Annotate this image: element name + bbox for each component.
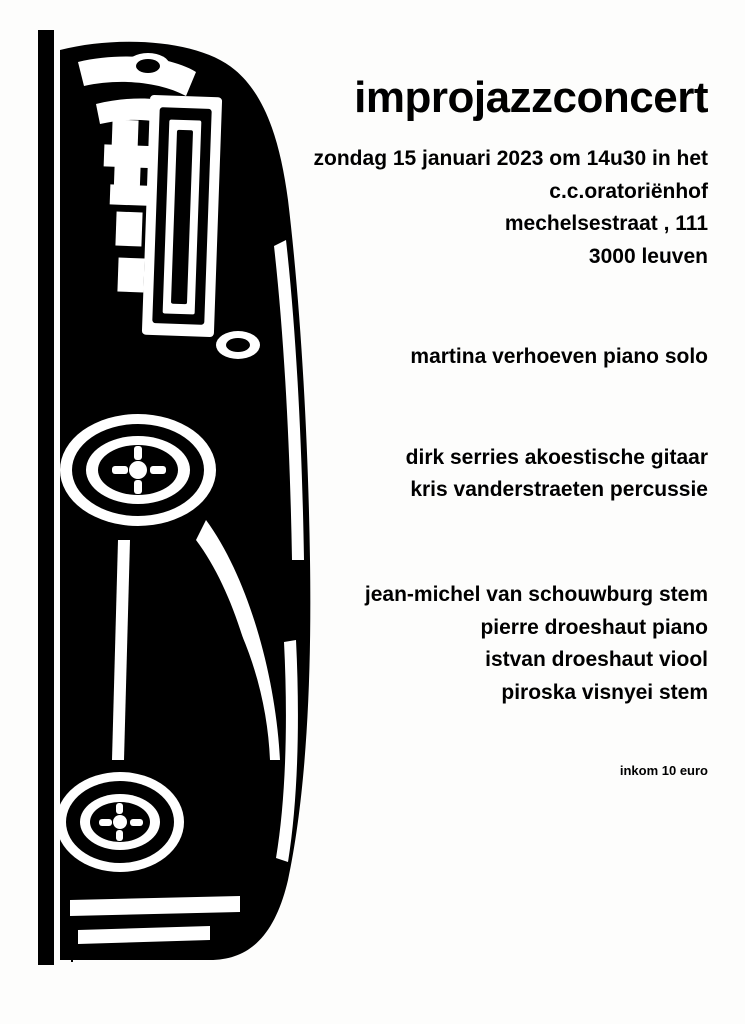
performer-group — [250, 442, 730, 507]
performer-group — [250, 579, 730, 709]
performer-line: istvan droeshaut viool — [485, 648, 708, 672]
event-line: c.c.oratoriënhof — [549, 179, 708, 203]
performer-line: piroska visnyei stem — [501, 680, 708, 704]
event-line: mechelsestraat , 111 — [504, 212, 708, 236]
admission-price: inkom 10 euro — [619, 763, 708, 779]
performer-group — [250, 341, 730, 374]
performer-line: jean-michel van schouwburg stem — [364, 583, 708, 607]
performer-line: kris vanderstraeten percussie — [410, 478, 708, 502]
event-line: zondag 15 januari 2023 om 14u30 in het — [313, 147, 708, 171]
performer-line: pierre droeshaut piano — [480, 615, 708, 639]
poster-text-column — [250, 0, 730, 1024]
event-details — [250, 143, 730, 273]
performer-line: dirk serries akoestische gitaar — [405, 445, 708, 469]
page-title: improjazzconcert — [354, 73, 708, 122]
event-line: 3000 leuven — [588, 244, 708, 268]
performer-line: martina verhoeven piano solo — [410, 345, 708, 369]
